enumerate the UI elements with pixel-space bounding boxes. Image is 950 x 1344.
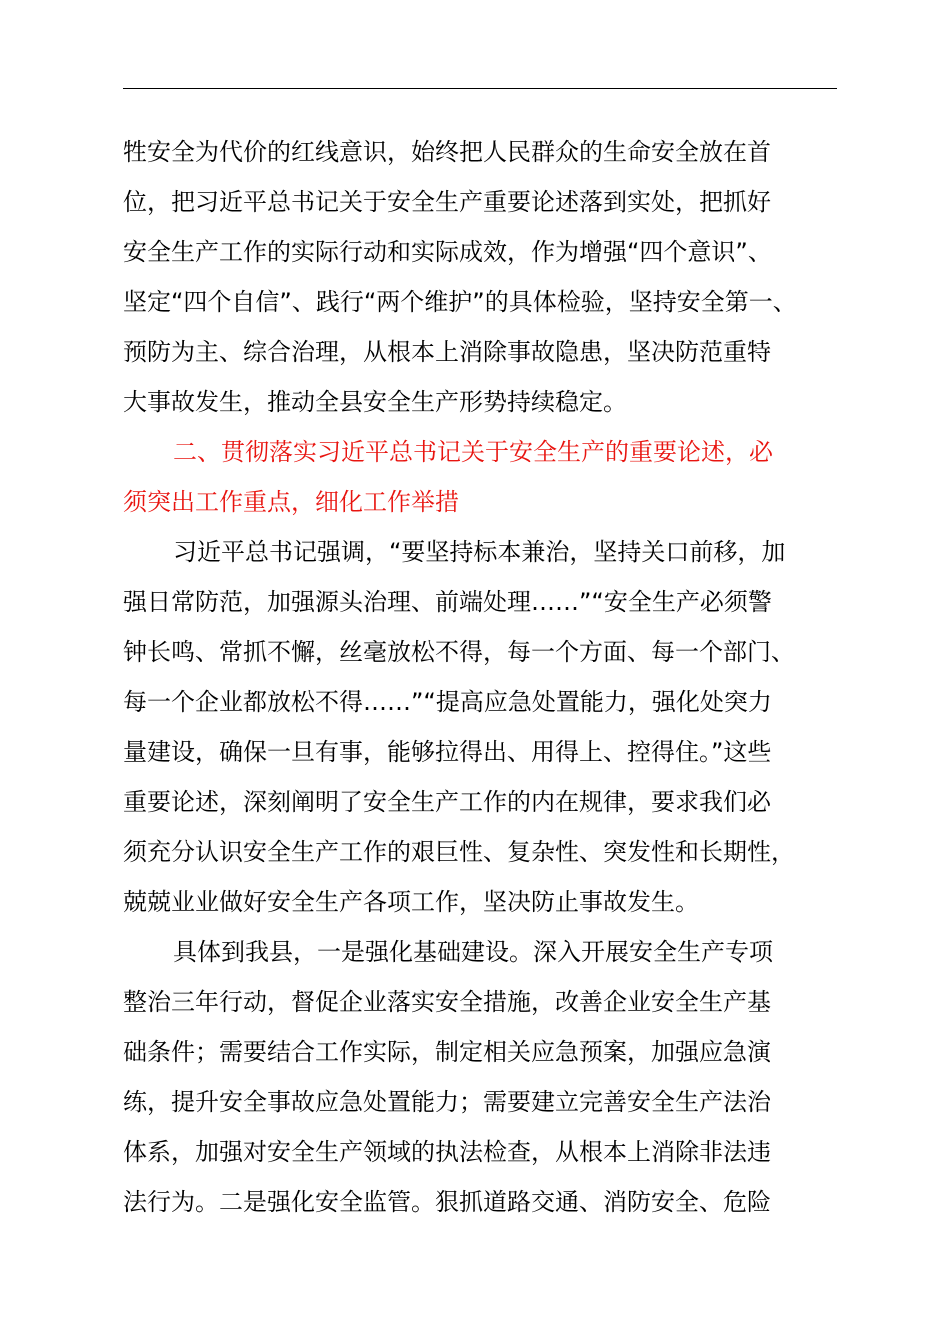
text-line: 础条件；需要结合工作实际，制定相关应急预案，加强应急演: [123, 1038, 771, 1066]
text-line: 大事故发生，推动全县安全生产形势持续稳定。: [123, 388, 627, 416]
text-line: 法行为。二是强化安全监管。狠抓道路交通、消防安全、危险: [123, 1188, 771, 1216]
text-line: 强日常防范，加强源头治理、前端处理……”“安全生产必须警: [123, 588, 772, 616]
text-line: 须充分认识安全生产工作的艰巨性、复杂性、突发性和长期性，: [123, 838, 795, 866]
document-body: [123, 127, 837, 1227]
text-line: 重要论述，深刻阐明了安全生产工作的内在规律，要求我们必: [123, 788, 771, 816]
text-line: 安全生产工作的实际行动和实际成效，作为增强“四个意识”、: [123, 238, 772, 266]
text-line: 兢兢业业做好安全生产各项工作，坚决防止事故发生。: [123, 888, 699, 916]
text-line: 具体到我县，一是强化基础建设。深入开展安全生产专项: [173, 938, 773, 966]
paragraph-1: [123, 127, 837, 427]
text-line: 牲安全为代价的红线意识，始终把人民群众的生命安全放在首: [123, 138, 771, 166]
text-line: 整治三年行动，督促企业落实安全措施，改善企业安全生产基: [123, 988, 771, 1016]
text-line: 量建设，确保一旦有事，能够拉得出、用得上、控得住。”这些: [123, 738, 772, 766]
heading-line: 二、贯彻落实习近平总书记关于安全生产的重要论述，必: [173, 438, 773, 466]
text-line: 预防为主、综合治理，从根本上消除事故隐患，坚决防范重特: [123, 338, 771, 366]
text-line: 钟长鸣、常抓不懈，丝毫放松不得，每一个方面、每一个部门、: [123, 638, 795, 666]
text-line: 每一个企业都放松不得……”“提高应急处置能力，强化处突力: [123, 688, 772, 716]
text-line: 练，提升安全事故应急处置能力；需要建立完善安全生产法治: [123, 1088, 771, 1116]
section-heading: [123, 427, 837, 527]
heading-line: 须突出工作重点，细化工作举措: [123, 488, 459, 516]
text-line: 坚定“四个自信”、践行“两个维护”的具体检验，坚持安全第一、: [123, 288, 797, 316]
header-rule: [123, 88, 837, 89]
paragraph-3: [123, 927, 837, 1227]
text-line: 位，把习近平总书记关于安全生产重要论述落到实处，把抓好: [123, 188, 771, 216]
paragraph-2: [123, 527, 837, 927]
text-line: 体系，加强对安全生产领域的执法检查，从根本上消除非法违: [123, 1138, 771, 1166]
text-line: 习近平总书记强调，“要坚持标本兼治，坚持关口前移，加: [173, 538, 786, 566]
